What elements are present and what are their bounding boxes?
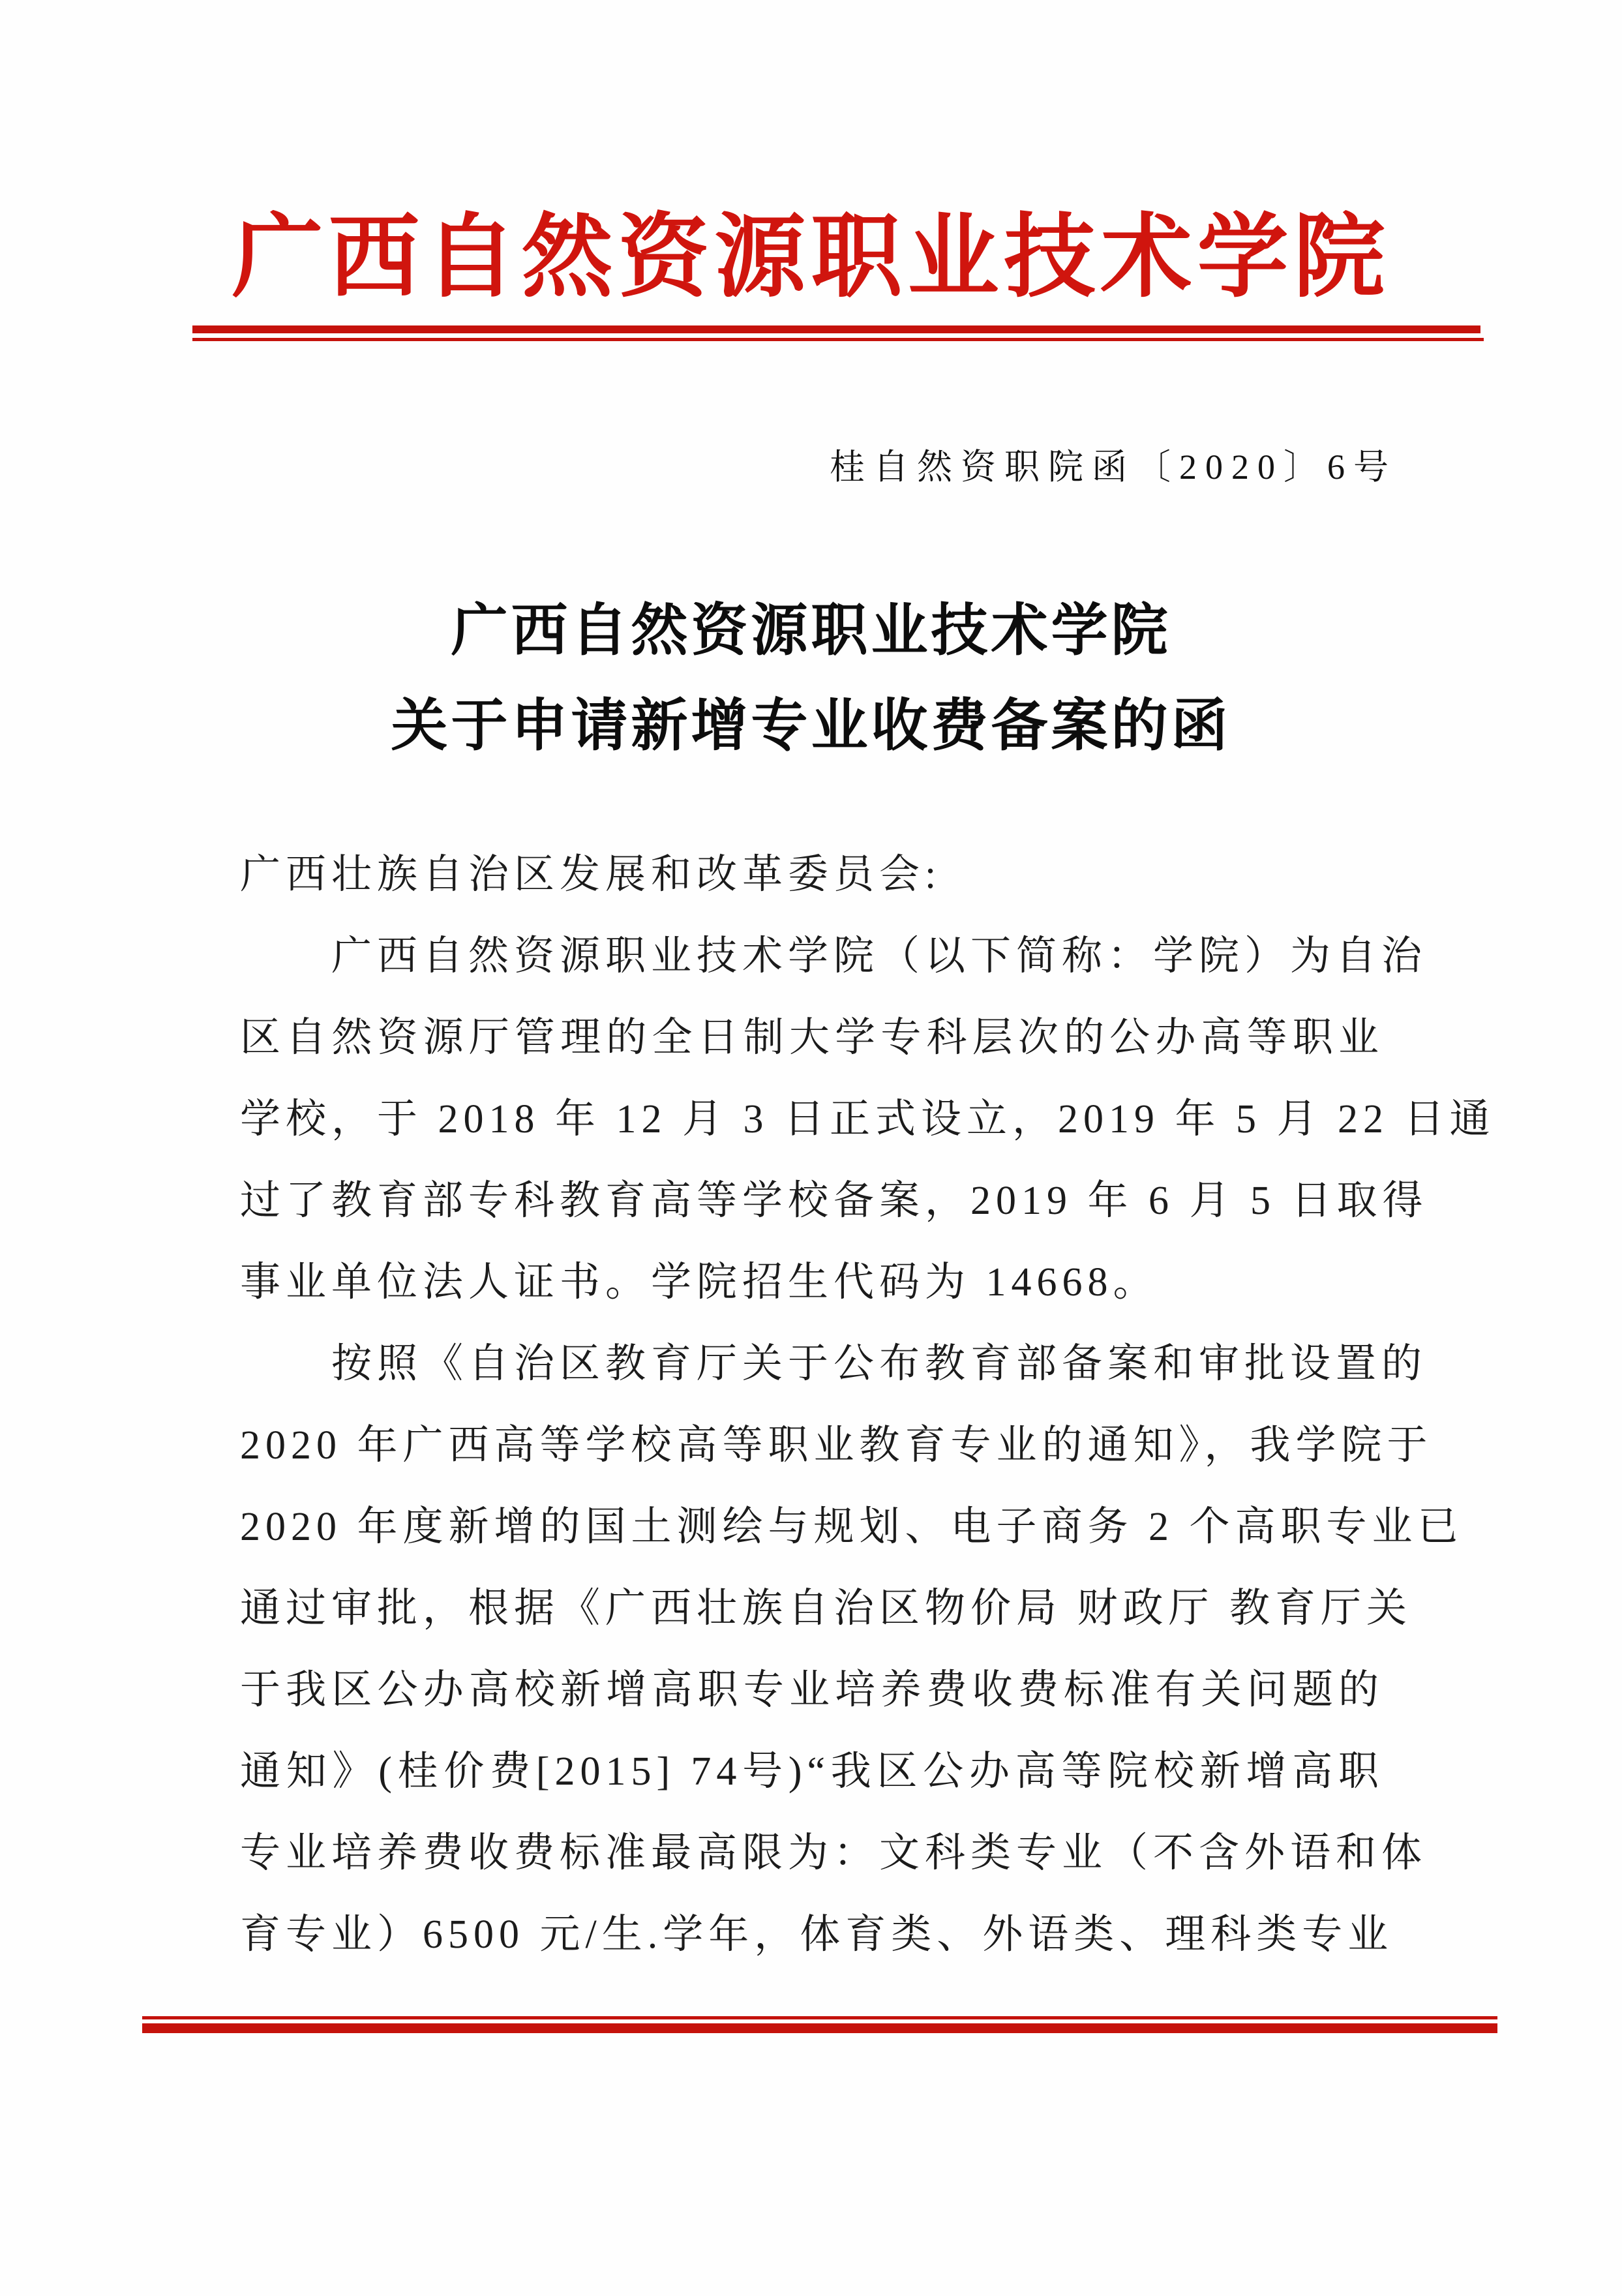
document-title-line1: 广西自然资源职业技术学院 (451, 599, 1171, 662)
body-line: 于我区公办高校新增高职专业培养费收费标准有关问题的 (240, 1668, 1384, 1712)
body-line: 专业培养费收费标准最高限为：文科类专业（不含外语和体 (240, 1831, 1428, 1875)
body-line-salutation: 广西壮族自治区发展和改革委员会: (240, 853, 942, 897)
body-line: 按照《自治区教育厅关于公布教育部备案和审批设置的 (331, 1342, 1428, 1386)
document-title-line2: 关于申请新增专业收费备案的函 (391, 694, 1231, 757)
body-line: 2020 年度新增的国土测绘与规划、电子商务 2 个高职专业已 (240, 1505, 1464, 1549)
header-divider-thin-line (192, 338, 1484, 341)
document-number: 桂自然资职院函〔2020〕6号 (830, 447, 1397, 487)
footer-divider-thin-line (142, 2016, 1497, 2019)
document-title (0, 583, 1622, 774)
footer-divider-thick-line (142, 2023, 1497, 2033)
letterhead-title: 广西自然资源职业技术学院 (232, 207, 1390, 309)
body-line: 育专业）6500 元/生.学年，体育类、外语类、理科类专业 (240, 1912, 1394, 1957)
body-line: 过了教育部专科教育高等学校备案，2019 年 6 月 5 日取得 (240, 1179, 1428, 1223)
header-divider-thick-line (192, 325, 1480, 333)
document-body (240, 834, 1495, 1976)
body-line: 事业单位法人证书。学院招生代码为 14668。 (240, 1260, 1159, 1305)
body-line: 区自然资源厅管理的全日制大学专科层次的公办高等职业 (240, 1016, 1384, 1060)
body-line: 通过审批，根据《广西壮族自治区物价局 财政厅 教育厅关 (240, 1586, 1413, 1631)
body-line: 2020 年广西高等学校高等职业教育专业的通知》，我学院于 (240, 1423, 1433, 1468)
body-line: 学校，于 2018 年 12 月 3 日正式设立，2019 年 5 月 22 日通 (240, 1097, 1495, 1141)
body-line: 通知》(桂价费[2015] 74号)“我区公办高等院校新增高职 (240, 1749, 1384, 1794)
body-line: 广西自然资源职业技术学院（以下简称：学院）为自治 (331, 934, 1428, 978)
